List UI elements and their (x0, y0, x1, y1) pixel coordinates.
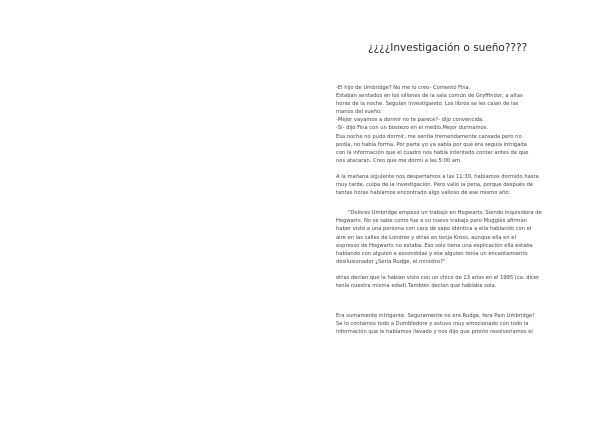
text-line: -El hijo de Umbridge? No me lo creo- Comentó Fina. (336, 85, 471, 91)
text-line: haber visto a una persona con cara de sapo idéntica a ella hablando con el (336, 226, 532, 233)
paragraph-gap (336, 165, 574, 173)
text-line: Era sumamente intrigante. Seguramente no era Rudge, fera Pain Umbridge! (336, 313, 535, 320)
text-line: nos atacaran. Creo que me dormí a las 5:00 am. (336, 157, 462, 164)
paragraph-conclusion (336, 312, 574, 336)
text-line: Esa noche no pudo dormir, me sentía tremendamente cansada pero no (336, 133, 522, 140)
paragraph-gap (336, 197, 574, 209)
story-text (336, 84, 574, 336)
paragraph-rumors (336, 274, 574, 290)
paragraph-gap (336, 290, 574, 312)
text-line: aire en las calles de Londres y otras en tonja Kross, aunque ella en el (336, 234, 516, 241)
text-line: expresso de Hogwarts no estaba. Eso solo tiene una explicación ella estaba (336, 242, 533, 249)
text-line: otras decían que la habían visto con un chico de 13 años en el 1995 (ca. dicer (336, 274, 540, 281)
text-line: Estaban sentados en los sillones de la sala común de Gryffindor, a altas (336, 93, 523, 100)
text-line: muy tarde, culpa de la investigación. Pero valió la pena, porque después de (336, 182, 534, 189)
paragraph-morning (336, 173, 574, 197)
text-line: Se lo contamos todo a Dumbledore y estuvo muy emocionado con todo la (336, 321, 529, 328)
paragraph-dialogue (336, 84, 574, 165)
text-line: -Mejor vayamos a dormir no te parece?- dijo convencida. (336, 117, 484, 124)
paragraph-gap (336, 266, 574, 274)
text-line: tantas horas habíamos encontrado algo valioso de ese mismo año: (336, 190, 511, 197)
text-line: manos del sueño. (336, 109, 382, 116)
text-line: -Sí- dijo Fina con un bostezo en el medio.Mejor durmamos. (336, 125, 489, 132)
paragraph-quote (336, 209, 574, 266)
text-line: tenía nuestra misma edad).También decían que hablaba sola. (336, 282, 497, 289)
text-line: con la información que el cuadro nos había intentado contar antes de que (336, 149, 529, 156)
text-line: A la mañana siguiente nos despertamos a las 11:30, habíamos dormido hasta (336, 173, 539, 180)
text-line: hablando con alguien a escondidas y ese alguien tenía un encantamiento (336, 250, 528, 257)
text-line: desilusionador ¿Sería Rudge, el ministro?" (336, 258, 446, 265)
text-line: horas de la noche. Seguían investigando. Los libros se les caían de las (336, 101, 519, 108)
text-line: podía, no había forma. Por parte yo ya sabía por qué era seguía intrigada (336, 141, 527, 148)
page-title: ¿¿¿¿Investigación o sueño???? (368, 42, 528, 54)
text-line: Hogwarts. No se sabe como fue a su nuevo trabajo pero Muggles afirman (336, 218, 527, 225)
text-line: "Dolores Umbridge empezó un trabajo en Hogwarts. Siendo inquisidora de (348, 210, 542, 217)
text-line: información que le habíamos llevado y nos dijo que pronto resolveríamos el (336, 329, 533, 336)
